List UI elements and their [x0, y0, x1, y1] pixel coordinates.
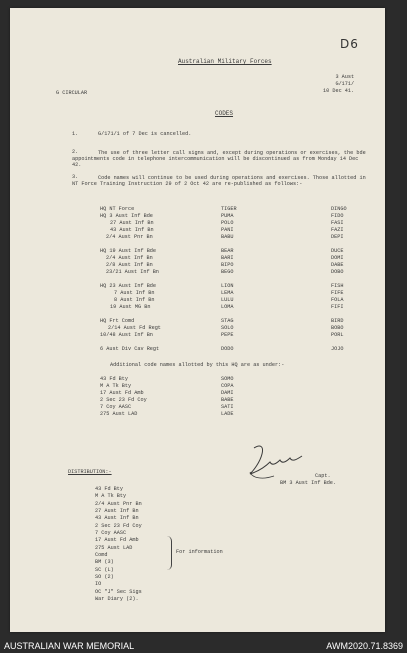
- distribution-item: 7 Coy AASC: [95, 530, 127, 537]
- code-name: BARI: [221, 255, 234, 261]
- code-table: [100, 207, 360, 387]
- code-name: LION: [221, 283, 234, 289]
- paragraph-1: G/171/1 of 7 Dec is cancelled.: [98, 131, 192, 137]
- unit-name: 43 Aust Inf Bn: [110, 227, 154, 233]
- circular-label: G CIRCULAR: [56, 90, 88, 96]
- alt-code-name: DOBO: [331, 269, 344, 275]
- distribution-item: 17 Aust Fd Amb: [95, 537, 139, 544]
- alt-code-name: DOMI: [331, 255, 344, 261]
- alt-code-name: FASI: [331, 220, 344, 226]
- alt-code-name: PORL: [331, 332, 344, 338]
- code-row: [100, 412, 300, 418]
- paragraph-number: 3.: [72, 174, 79, 180]
- unit-name: 6 Aust Div Cav Regt: [100, 346, 160, 352]
- unit-name: HQ NT Force: [100, 206, 135, 212]
- distribution-item: 27 Aust Inf Bn: [95, 508, 139, 515]
- code-name: PUMA: [221, 213, 234, 219]
- distribution-list: [95, 486, 142, 604]
- document-page: [10, 8, 385, 632]
- distribution-item: IO: [95, 581, 102, 588]
- unit-name: 10/48 Aust Inf Bn: [100, 332, 153, 338]
- alt-code-name: FIFI: [331, 304, 344, 310]
- reference-line: 3 Aust: [335, 74, 355, 80]
- distribution-item: 275 Aust LAD: [95, 544, 133, 551]
- code-name: BABU: [221, 234, 234, 240]
- distribution-item: OC "J" Sec Sigs: [95, 588, 142, 595]
- alt-code-name: DUCE: [331, 248, 344, 254]
- archive-name: AUSTRALIAN WAR MEMORIAL: [4, 641, 135, 651]
- distribution-item: 43 Aust Inf Bn: [95, 515, 139, 522]
- reference-line: 10 Dec 41.: [323, 88, 355, 94]
- alt-code-name: BIRD: [331, 318, 344, 324]
- unit-name: 275 Aust LAD: [100, 411, 138, 417]
- distribution-heading: DISTRIBUTION:-: [68, 469, 112, 475]
- code-row: [100, 333, 360, 339]
- code-row: [100, 347, 360, 353]
- alt-code-name: JOJO: [331, 346, 344, 352]
- alt-code-name: FIFE: [331, 290, 344, 296]
- code-name: SOMO: [221, 376, 234, 382]
- unit-name: HQ 23 Aust Inf Bde: [100, 283, 157, 289]
- code-name: BEAR: [221, 248, 234, 254]
- code-name: SATI: [221, 404, 234, 410]
- archive-footer: [0, 640, 407, 653]
- archive-reference: AWM2020.71.8369: [326, 641, 403, 651]
- distribution-item: War Diary (2).: [95, 596, 139, 603]
- unit-name: 17 Aust Fd Amb: [100, 390, 144, 396]
- code-name: BEGO: [221, 269, 234, 275]
- distribution-item: Comd: [95, 552, 108, 559]
- alt-code-name: FAZI: [331, 227, 344, 233]
- paragraph-2: [72, 150, 367, 169]
- information-note: For information: [176, 549, 223, 555]
- unit-name: M A Tk Bty: [100, 383, 132, 389]
- unit-name: 2/4 Aust Inf Bn: [106, 255, 153, 261]
- paragraph-3: [72, 175, 367, 187]
- code-row: [100, 270, 360, 276]
- code-name: BIPO: [221, 262, 234, 268]
- reference-line: G/171/: [335, 81, 355, 87]
- unit-name: 19 Aust MG Bn: [110, 304, 151, 310]
- code-name: LULU: [221, 297, 234, 303]
- unit-name: 7 Coy AASC: [100, 404, 132, 410]
- signature-image: [246, 442, 306, 482]
- distribution-item: BM (3): [95, 559, 114, 566]
- alt-code-name: DABE: [331, 262, 344, 268]
- distribution-item: 43 Fd Bty: [95, 486, 124, 492]
- unit-name: HQ Frt Comd: [100, 318, 135, 324]
- code-name: PEPE: [221, 332, 234, 338]
- code-name: STAG: [221, 318, 234, 324]
- alt-code-name: BOBO: [331, 325, 344, 331]
- unit-name: 2 Sec 23 Fd Coy: [100, 397, 147, 403]
- unit-name: 43 Fd Bty: [100, 376, 129, 382]
- distribution-item: SC (L): [95, 566, 114, 573]
- distribution-item: 2 Sec 23 Fd Coy: [95, 522, 142, 529]
- handwritten-mark: D6: [340, 37, 359, 51]
- distribution-item: 2/4 Aust Pnr Bn: [95, 500, 142, 507]
- document-title: Australian Military Forces: [178, 58, 272, 65]
- code-name: LADE: [221, 411, 234, 417]
- code-row: [100, 235, 360, 241]
- alt-code-name: FISH: [331, 283, 344, 289]
- alt-code-name: DINGO: [331, 206, 347, 212]
- code-name: POLO: [221, 220, 234, 226]
- additional-intro: Additional code names allotted by this HQ are as under:-: [110, 362, 285, 368]
- alt-code-name: FIDO: [331, 213, 344, 219]
- signature-appointment: BM 3 Aust Inf Bde.: [280, 480, 337, 486]
- code-name: TIGER: [221, 206, 237, 212]
- paragraph-3-text: Code names will continue to be used during operations and exercises. Those allotted in NT Force Training Instruction 29 of 2 Oct 42 are re-published as follows:-: [72, 175, 366, 188]
- unit-name: 2/14 Aust Fd Regt: [108, 325, 161, 331]
- paragraph-number: 2.: [72, 149, 79, 155]
- paragraph-number: 1.: [72, 131, 79, 137]
- code-name: LEMA: [221, 290, 234, 296]
- code-name: LOMA: [221, 304, 234, 310]
- unit-name: HQ 3 Aust Inf Bde: [100, 213, 153, 219]
- distribution-item: SO (2): [95, 574, 114, 581]
- subject-heading: CODES: [215, 110, 234, 117]
- code-row: [100, 305, 360, 311]
- alt-code-name: DEPI: [331, 234, 344, 240]
- unit-name: 8 Aust Inf Bn: [114, 297, 155, 303]
- unit-name: 2/8 Aust Inf Bn: [106, 262, 153, 268]
- unit-name: 27 Aust Inf Bn: [110, 220, 154, 226]
- reference-block: [323, 74, 354, 95]
- paragraph-2-text: The use of three letter call signs and, except during operations or exercises, the bde appointments code in telephone intercommunication will be discontinued as from Monday 14 Dec 42.: [72, 150, 366, 169]
- unit-name: 23/21 Aust Inf Bn: [106, 269, 159, 275]
- code-name: DAMI: [221, 390, 234, 396]
- code-name: PANI: [221, 227, 234, 233]
- information-brace: [167, 536, 172, 570]
- unit-name: HQ 19 Aust Inf Bde: [100, 248, 157, 254]
- alt-code-name: FOLA: [331, 297, 344, 303]
- code-name: COPA: [221, 383, 234, 389]
- code-name: SOLO: [221, 325, 234, 331]
- code-name: BABE: [221, 397, 234, 403]
- signature-rank: Capt.: [315, 473, 331, 479]
- unit-name: 2/4 Aust Pnr Bn: [106, 234, 153, 240]
- unit-name: 7 Aust Inf Bn: [114, 290, 155, 296]
- code-name: DODO: [221, 346, 234, 352]
- additional-code-table: [100, 377, 300, 427]
- distribution-item: M A Tk Bty: [95, 493, 127, 500]
